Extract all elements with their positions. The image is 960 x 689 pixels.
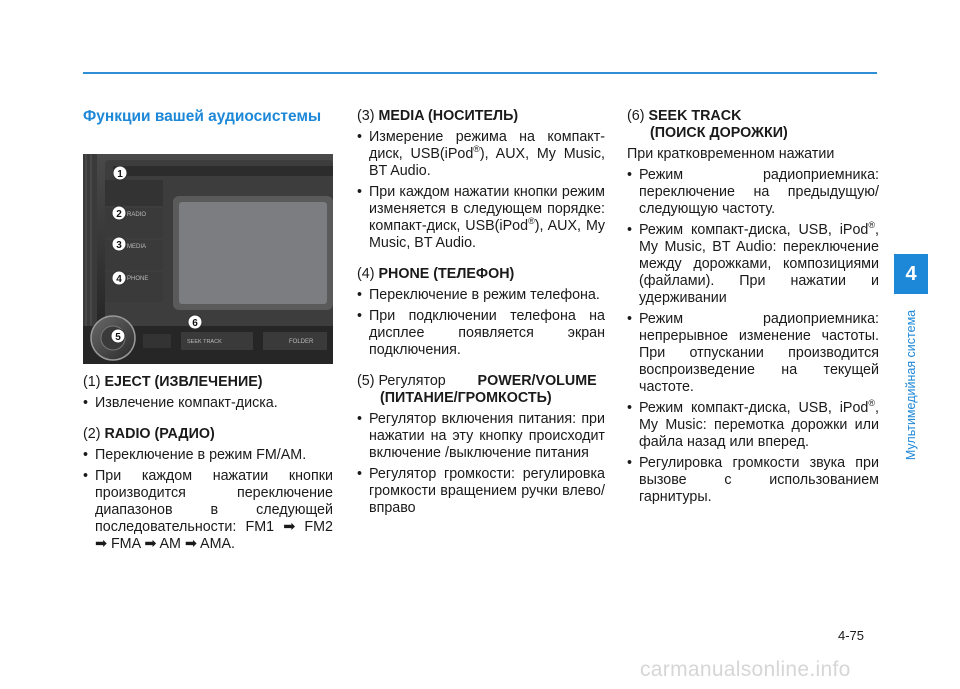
list-eject [83,395,333,412]
list-item: • Переключение в режим телефона. [357,287,605,304]
heading-radio: (2) RADIO (РАДИО) [83,426,215,442]
phone-key-label: PHONE [127,276,149,282]
svg-text:5: 5 [115,332,121,343]
list-item: • Регулятор включения питания: при нажатии на эту кнопку происходит включение /выключение питания [357,411,605,462]
column-2 [357,108,605,531]
callout-6 [188,315,202,329]
list-item: • Регулятор громкости: регулировка громкости вращением ручки влево/вправо [357,466,605,517]
folder-key-label: FOLDER [289,339,314,345]
heading-eject: (1) EJECT (ИЗВЛЕЧЕНИЕ) [83,374,263,390]
heading-seek-track: (6) SEEK TRACK (ПОИСК ДОРОЖКИ) [627,108,788,141]
callout-3 [112,237,126,251]
list-item: • Режим компакт-диска, USB, iPod®, My Music: перемотка дорожки или файла назад или вперед. [627,400,879,451]
list-item: • При каждом нажатии кнопки режим изменяется в следующем порядке: компакт-диск, USB(iPod®), AUX, My Music, BT Audio. [357,184,605,252]
seek-key-label: SEEK TRACK [187,339,222,345]
heading-phone: (4) PHONE (ТЕЛЕФОН) [357,266,515,282]
section-title: Функции вашей аудиосистемы [83,108,322,125]
header-rule [83,72,877,74]
callout-1 [113,166,127,180]
watermark: carmanualsonline.info [640,658,851,681]
list-item: • При подключении телефона на дисплее появляется экран подключения. [357,308,605,359]
callout-4 [112,271,126,285]
chapter-tab: 4 [894,254,928,294]
media-key-label: MEDIA [127,244,147,250]
list-item: • Режим компакт-диска, USB, iPod®, My Music, BT Audio: переключение между дорожками, композициями (файлами). При нажатии и удерживании [627,222,879,307]
callout-2 [112,206,126,220]
callout-5 [111,329,125,343]
column-3 [627,108,879,520]
svg-text:1: 1 [117,169,123,180]
list-item: • Измерение режима на компакт-диск, USB(iPod®), AUX, My Music, BT Audio. [357,129,605,180]
list-item: • Регулировка громкости звука при вызове с использованием гарнитуры. [627,455,879,506]
list-item: • При каждом нажатии кнопки производится переключение диапазонов в следующей последовательности: FM1 ➡ FM2 ➡ FMA ➡ AM ➡ AMA. [83,468,333,553]
svg-text:4: 4 [116,274,122,285]
list-seek-track [627,167,879,506]
chapter-side-label-text: Мультимедийная система [904,309,918,461]
radio-key-label: RADIO [127,212,147,218]
svg-text:2: 2 [116,209,122,220]
chapter-side-label [900,300,922,470]
list-item: • Режим радиоприемника: непрерывное изменение частоты. При отпускании производится воспроизведение на текущей частоте. [627,311,879,396]
column-1 [83,108,333,567]
page-number: 4-75 [838,628,865,643]
list-power-volume [357,411,605,517]
svg-text:3: 3 [116,240,122,251]
audio-unit-illustration [83,154,333,364]
heading-media: (3) MEDIA (НОСИТЕЛЬ) [357,108,519,124]
list-radio [83,447,333,553]
list-media [357,129,605,252]
svg-text:6: 6 [192,318,198,329]
list-phone [357,287,605,359]
subheading-short-press: При кратковременном нажатии [627,146,835,162]
audio-unit-photo [83,154,333,364]
list-item: • Режим радиоприемника: переключение на предыдущую/следующую частоту. [627,167,879,218]
heading-power-volume: (5) Регулятор POWER/VOLUME (ПИТАНИЕ/ГРОМКОСТЬ) [357,373,597,406]
list-item: • Переключение в режим FM/AM. [83,447,333,464]
list-item: • Извлечение компакт-диска. [83,395,333,412]
